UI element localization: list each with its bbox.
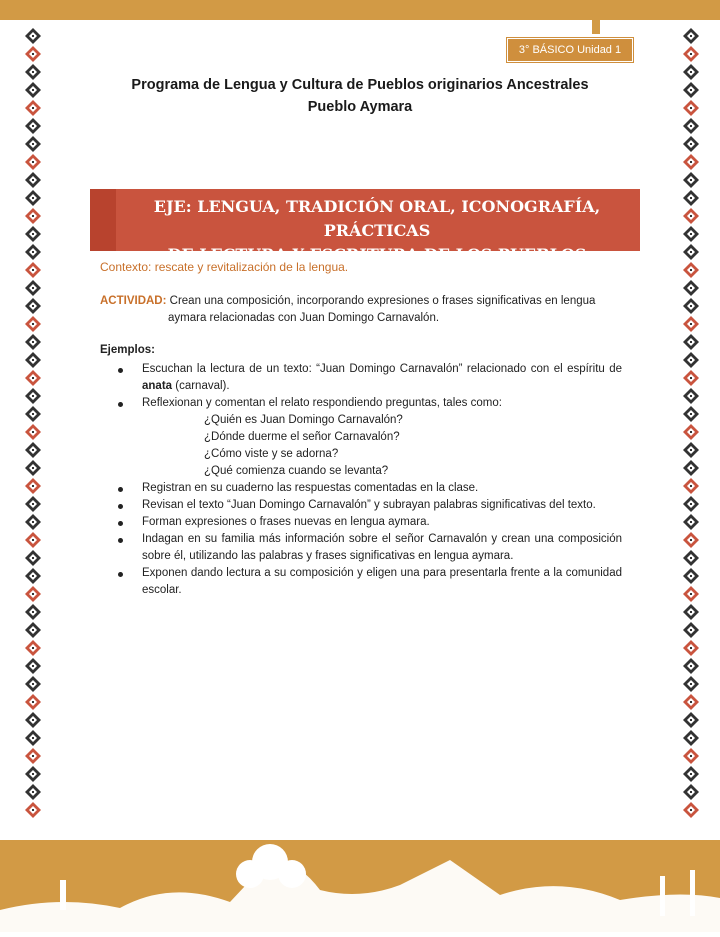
border-motif-icon [683, 100, 699, 116]
border-motif-icon [25, 514, 41, 530]
border-motif-icon [25, 226, 41, 242]
border-motif-icon [25, 370, 41, 386]
border-motif-icon [25, 244, 41, 260]
border-motif-icon [25, 478, 41, 494]
border-motif-icon [25, 730, 41, 746]
border-motif-icon [25, 64, 41, 80]
border-motif-icon [683, 190, 699, 206]
border-motif-icon [683, 172, 699, 188]
border-motif-icon [25, 784, 41, 800]
border-motif-icon [25, 406, 41, 422]
border-motif-icon [25, 190, 41, 206]
border-motif-icon [683, 622, 699, 638]
border-motif-icon [683, 496, 699, 512]
list-item: Revisan el texto “Juan Domingo Carnavalón” y subrayan palabras significativas del texto. [100, 497, 622, 514]
border-motif-icon [683, 640, 699, 656]
list-item: Reflexionan y comentan el relato respondiendo preguntas, tales como: ¿Quién es Juan Domingo Carnavalón? ¿Dónde duerme el señor Carnavalón? ¿Cómo viste y se adorna? ¿Qué comienza cuando se levanta? [100, 395, 622, 480]
border-motif-icon [683, 478, 699, 494]
page-header [100, 74, 620, 118]
border-motif-icon [683, 658, 699, 674]
border-motif-icon [683, 730, 699, 746]
list-item: Registran en su cuaderno las respuestas comentadas en la clase. [100, 480, 622, 497]
border-motif-icon [683, 694, 699, 710]
border-motif-icon [683, 64, 699, 80]
border-motif-icon [25, 388, 41, 404]
bullet-icon [118, 402, 123, 407]
border-motif-icon [683, 262, 699, 278]
border-motif-icon [25, 442, 41, 458]
border-motif-icon [683, 442, 699, 458]
eje-line-1: EJE: LENGUA, TRADICIÓN ORAL, ICONOGRAFÍA, PRÁCTICAS [153, 197, 601, 240]
bottom-landscape-strip [0, 840, 720, 932]
border-motif-icon [683, 676, 699, 692]
border-motif-icon [683, 460, 699, 476]
border-motif-icon [25, 118, 41, 134]
border-motif-icon [25, 82, 41, 98]
border-motif-icon [25, 460, 41, 476]
border-motif-icon [683, 82, 699, 98]
eje-banner-shade [90, 189, 116, 251]
border-motif-icon [683, 136, 699, 152]
examples-list [100, 361, 622, 599]
border-motif-icon [25, 748, 41, 764]
list-item: Indagan en su familia más información sobre el señor Carnavalón y crean una composición sobre él, utilizando las palabras y frases significativas en lengua aymara. [100, 531, 622, 565]
bold-term: anata [142, 380, 173, 392]
question-item: ¿Dónde duerme el señor Carnavalón? [204, 431, 400, 443]
border-motif-icon [25, 604, 41, 620]
activity-block [100, 293, 620, 327]
border-motif-icon [683, 550, 699, 566]
border-motif-icon [25, 712, 41, 728]
border-motif-icon [25, 352, 41, 368]
list-item: Escuchan la lectura de un texto: “Juan Domingo Carnavalón” relacionado con el espíritu de anata (carnaval). [100, 361, 622, 395]
border-motif-icon [25, 622, 41, 638]
border-motif-icon [683, 208, 699, 224]
border-motif-icon [683, 316, 699, 332]
border-motif-icon [683, 352, 699, 368]
examples-label: Ejemplos: [100, 344, 155, 356]
border-motif-icon [25, 532, 41, 548]
border-motif-icon [683, 748, 699, 764]
border-motif-icon [683, 244, 699, 260]
border-motif-icon [683, 226, 699, 242]
border-motif-icon [25, 658, 41, 674]
list-item: Exponen dando lectura a su composición y eligen una para presentarla frente a la comunidad escolar. [100, 565, 622, 599]
border-motif-icon [683, 424, 699, 440]
border-motif-icon [25, 100, 41, 116]
context-heading: Contexto: rescate y revitalización de la lengua. [100, 260, 349, 274]
border-motif-icon [683, 514, 699, 530]
activity-line-2: aymara relacionadas con Juan Domingo Carnavalón. [168, 312, 440, 324]
border-motif-icon [25, 676, 41, 692]
activity-label: ACTIVIDAD: [100, 295, 167, 307]
border-motif-icon [25, 496, 41, 512]
border-motif-icon [25, 298, 41, 314]
border-motif-icon [683, 154, 699, 170]
bullet-icon [118, 504, 123, 509]
border-motif-icon [25, 568, 41, 584]
border-motif-icon [683, 604, 699, 620]
border-motif-icon [683, 28, 699, 44]
border-motif-icon [25, 640, 41, 656]
border-motif-icon [25, 154, 41, 170]
program-title: Programa de Lengua y Cultura de Pueblos originarios Ancestrales [131, 77, 589, 93]
border-motif-icon [25, 694, 41, 710]
questions-list [142, 412, 622, 480]
border-motif-icon [683, 298, 699, 314]
border-motif-icon [25, 316, 41, 332]
border-motif-icon [25, 172, 41, 188]
border-motif-icon [683, 586, 699, 602]
border-motif-icon [683, 118, 699, 134]
bullet-icon [118, 572, 123, 577]
bullet-icon [118, 487, 123, 492]
border-motif-icon [683, 802, 699, 818]
border-motif-icon [25, 550, 41, 566]
landscape-silhouette [0, 840, 720, 932]
border-motif-icon [683, 568, 699, 584]
bullet-icon [118, 538, 123, 543]
bullet-icon [118, 521, 123, 526]
border-motif-icon [25, 208, 41, 224]
right-border-motif [682, 28, 700, 828]
border-motif-icon [683, 784, 699, 800]
border-motif-icon [683, 46, 699, 62]
question-item: ¿Qué comienza cuando se levanta? [204, 465, 389, 477]
border-motif-icon [683, 388, 699, 404]
question-item: ¿Cómo viste y se adorna? [204, 448, 339, 460]
border-motif-icon [25, 262, 41, 278]
border-motif-icon [25, 28, 41, 44]
border-motif-icon [25, 136, 41, 152]
border-motif-icon [683, 532, 699, 548]
border-motif-icon [25, 766, 41, 782]
border-motif-icon [683, 406, 699, 422]
border-motif-icon [25, 46, 41, 62]
top-decorative-bar [0, 0, 720, 20]
border-motif-icon [683, 766, 699, 782]
border-motif-icon [25, 586, 41, 602]
top-bar-tab [592, 0, 600, 34]
activity-line-1: Crean una composición, incorporando expresiones o frases significativas en lengua [169, 295, 596, 307]
question-item: ¿Quién es Juan Domingo Carnavalón? [204, 414, 403, 426]
grade-badge: 3° BÁSICO Unidad 1 [507, 38, 633, 62]
border-motif-icon [25, 424, 41, 440]
people-title: Pueblo Aymara [307, 99, 413, 115]
eje-line-2: DE LECTURA Y ESCRITURA DE LOS PUEBLOS ORIGINARIOS [167, 245, 587, 288]
border-motif-icon [25, 334, 41, 350]
border-motif-icon [683, 334, 699, 350]
left-border-motif [24, 28, 42, 828]
border-motif-icon [683, 280, 699, 296]
border-motif-icon [25, 280, 41, 296]
list-item: Forman expresiones o frases nuevas en lengua aymara. [100, 514, 622, 531]
bullet-icon [118, 368, 123, 373]
border-motif-icon [683, 712, 699, 728]
border-motif-icon [683, 370, 699, 386]
border-motif-icon [25, 802, 41, 818]
